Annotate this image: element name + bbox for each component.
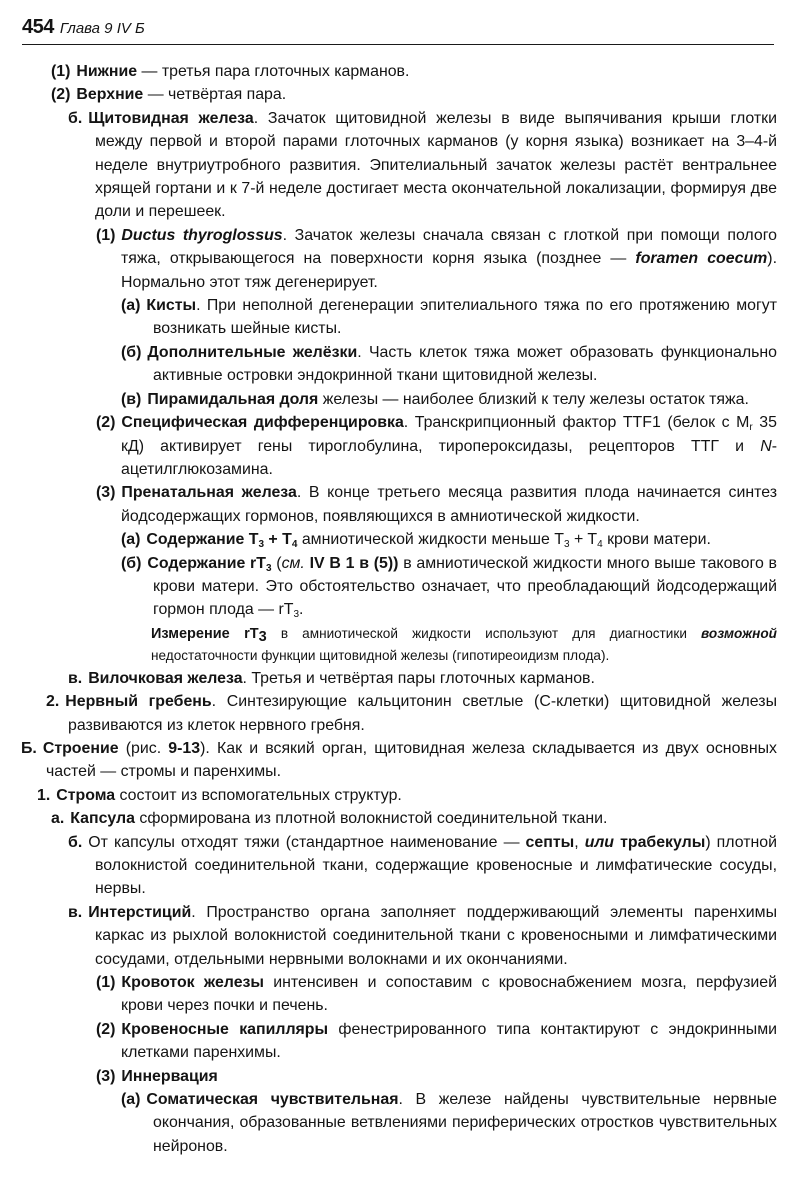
list-item: (а) Содержание $T_3 + T_4$ амниотической жидкости меньше $T_3 + T_4$ крови матери. [121, 531, 711, 551]
list-item: (а) Кисты. При неполной дегенерации эпителиального тяжа по его протяжению могут возникать шейные кисты. [121, 297, 777, 338]
list-item: (1) Нижние — третья пара глоточных карманов. [51, 63, 410, 80]
list-item: (3) Пренатальная железа. В конце третьего месяца развития плода начинается синтез йодсодержащих гормонов, появляющихся в амниотической жидкости. [96, 484, 777, 525]
page-body [0, 60, 793, 1158]
note: Измерение $rT_3$ в амниотической жидкости используют для диагностики возможной недостаточности функции щитовидной железы (гипотиреоидизм плода). [151, 625, 777, 663]
list-item: (3) Иннервация [96, 1067, 218, 1085]
list-item: (б) Дополнительные желёзки. Часть клеток тяжа может образовать функционально активные островки эндокринной ткани щитовидной железы. [121, 343, 777, 385]
list-item: (в) Пирамидальная доля железы — наиболее близкий к телу железы остаток тяжа. [121, 390, 749, 408]
cross-reference: см. [281, 554, 305, 572]
list-item: 1. Строма состоит из вспомогательных структур. [37, 786, 402, 804]
list-item: (2) Специфическая дифференцировка. Транскрипционный фактор TTF1 (белок с $M_r$ 35 кД) активирует гены тироглобулина, тиропероксидазы, рецепторов ТТГ и N-ацетилглюкозамина. [96, 414, 777, 478]
list-item: (1) Ductus thyroglossus. Зачаток железы сначала связан с глоткой при помощи полого тяжа, открывающегося на поверхности корня языка (позднее — foramen coecum). Нормально этот тяж дегенерирует. [96, 226, 778, 291]
running-header [22, 16, 145, 39]
list-item: (б) Содержание $rT_3$ (см. IV В 1 в (5)) в амниотической жидкости много выше такового в крови матери. Это обстоятельство означает, что преобладающий йодсодержащий гормон плода — $rT_3$. [121, 554, 777, 621]
list-item: а. Капсула сформирована из плотной волокнистой соединительной ткани. [51, 810, 608, 828]
list-item: б. От капсулы отходят тяжи (стандартное наименование — септы, или трабекулы) плотной волокнистой соединительной ткани, содержащие кровеносные и лимфатические сосуды, нервы. [68, 833, 777, 898]
list-item: в. Вилочковая железа. Третья и четвёртая пары глоточных карманов. [68, 669, 595, 687]
header-rule [22, 44, 774, 45]
list-item: (1) Кровоток железы интенсивен и сопоставим с кровоснабжением мозга, перфузией крови через почки и печень. [96, 974, 777, 1015]
list-item: (2) Верхние — четвёртая пара. [51, 86, 287, 104]
list-item: (2) Кровеносные капилляры фенестрированного типа контактируют с эндокринными клетками паренхимы. [96, 1020, 777, 1062]
list-item: (а) Соматическая чувствительная. В железе найдены чувствительные нервные окончания, образованные ветвлениями периферических отростков чувствительных нейронов. [121, 1091, 777, 1155]
chapter-label: Глава 9 IV Б [59, 20, 145, 37]
section-item: Б. Строение (рис. 9-13). Как и всякий орган, щитовидная железа складывается из двух основных частей — стромы и паренхимы. [21, 739, 777, 781]
list-item: 2. Нервный гребень. Синтезирующие кальцитонин светлые (С-клетки) щитовидной железы развиваются из клеток нервного гребня. [46, 693, 777, 734]
list-item: в. Интерстиций. Пространство органа заполняет поддерживающий элементы паренхимы каркас из рыхлой волокнистой соединительной ткани с кровеносными и лимфатическими сосудами, отдельными нервными волокнами и их окончаниями. [68, 903, 777, 968]
list-item: б. Щитовидная железа. Зачаток щитовидной железы в виде выпячивания крыши глотки между первой и второй парами глоточных карманов (у корня языка) возникает на 3–4-й неделе внутриутробного развития. Эпителиальный зачаток железы растёт вентральнее хрящей гортани и к 7-й неделе достигает места окончательной локализации, формируя две доли и перешеек. [68, 109, 777, 221]
figure-reference: 9-13 [168, 739, 201, 757]
page-number: 454 [22, 16, 54, 38]
